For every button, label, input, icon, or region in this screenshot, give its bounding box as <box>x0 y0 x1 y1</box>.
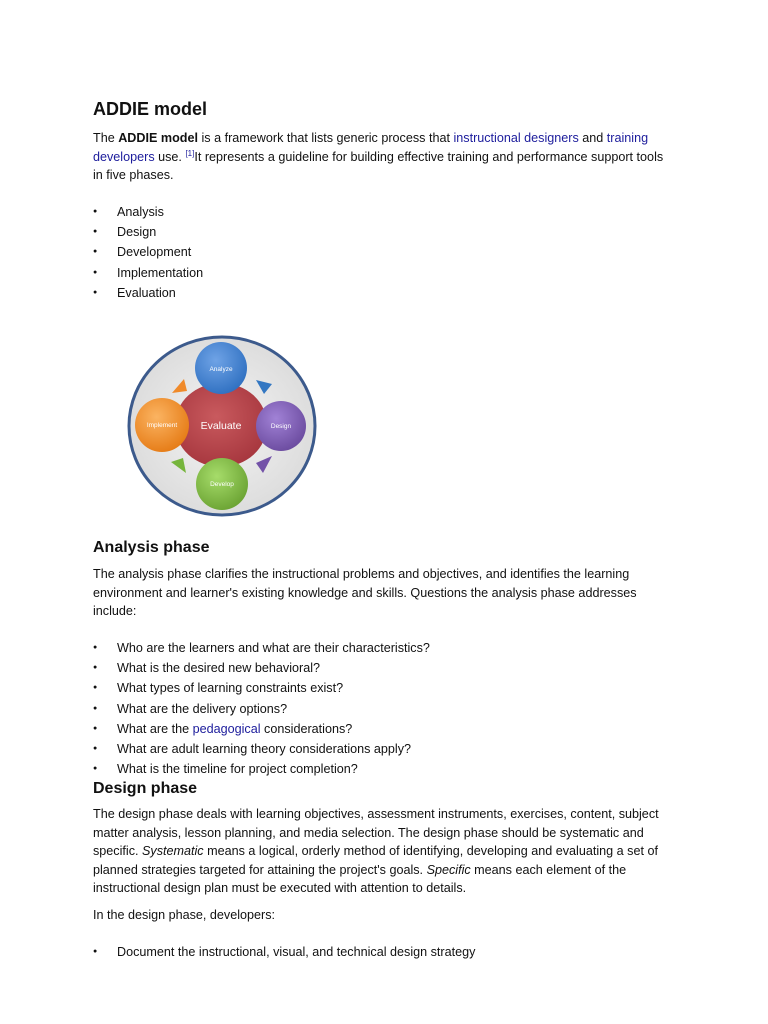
list-item: ● Implementation <box>93 263 203 283</box>
intro-bold-term: ADDIE model <box>118 131 198 145</box>
list-item: ● Who are the learners and what are their characteristics? <box>93 638 430 658</box>
intro-text-4: use. <box>154 149 186 164</box>
design-text-2: means a logical, orderly method of identifying, developing and evaluating a set of planned strategies targeted for attaining the project's goals. <box>93 844 658 877</box>
list-item: ● What are the delivery options? <box>93 699 430 719</box>
phases-list <box>93 202 203 303</box>
list-item: ● What is the desired new behavioral? <box>93 658 430 678</box>
design-label: Design <box>270 423 292 430</box>
intro-text-3: and <box>578 131 607 145</box>
design-term-systematic: Systematic <box>142 844 204 859</box>
intro-text-2: is a framework that lists generic process that <box>197 131 454 145</box>
list-item: ● What are adult learning theory considerations apply? <box>93 739 430 759</box>
design-paragraph-2: In the design phase, developers: <box>93 908 276 922</box>
design-heading: Design phase <box>93 780 198 797</box>
list-item: ● Development <box>93 242 203 262</box>
design-text-1: The design phase deals with learning objectives, assessment instruments, exercises, content, subject matter analysis, lesson planning, and media selection. The design phase should be systematic and specific. <box>93 807 659 859</box>
addie-diagram <box>125 334 320 519</box>
list-item: ● Evaluation <box>93 283 203 303</box>
question-text-pre: What are the <box>117 721 193 736</box>
design-term-specific: Specific <box>426 862 471 877</box>
evaluate-label: Evaluate <box>200 420 242 432</box>
list-item: ● What is the timeline for project completion? <box>93 759 430 779</box>
design-paragraph <box>93 805 673 898</box>
list-item: ● Document the instructional, visual, and technical design strategy <box>93 942 475 962</box>
link-pedagogical[interactable]: pedagogical <box>192 721 261 736</box>
analysis-paragraph: The analysis phase clarifies the instructional problems and objectives, and identifies the learning environment and learner's existing knowledge and skills. Questions the analysis phase addresses include: <box>93 567 637 619</box>
analyze-label: Analyze <box>209 366 233 373</box>
link-training-developers[interactable]: training developers <box>93 131 649 164</box>
list-item: ● What types of learning constraints exist? <box>93 678 430 698</box>
page-title: ADDIE model <box>93 99 208 119</box>
list-item: ● Design <box>93 222 203 242</box>
list-item: ● Analysis <box>93 202 203 222</box>
design-text-3: means each element of the instructional design plan must be executed with attention to details. <box>93 862 627 896</box>
link-instructional-designers[interactable]: instructional designers <box>453 131 579 145</box>
analysis-questions-list <box>93 638 430 779</box>
reference-link[interactable]: [1] <box>185 148 195 158</box>
analysis-heading: Analysis phase <box>93 539 210 556</box>
intro-text-1: The <box>93 131 119 145</box>
implement-label: Implement <box>146 422 178 429</box>
intro-text-5: It represents a guideline for building effective training and performance support tools in five phases. <box>93 149 664 183</box>
design-list <box>93 942 475 962</box>
question-text-post: considerations? <box>260 721 353 736</box>
list-item <box>93 719 430 739</box>
intro-paragraph <box>93 129 673 185</box>
addie-diagram-graphic <box>125 334 320 519</box>
develop-label: Develop <box>210 481 234 488</box>
